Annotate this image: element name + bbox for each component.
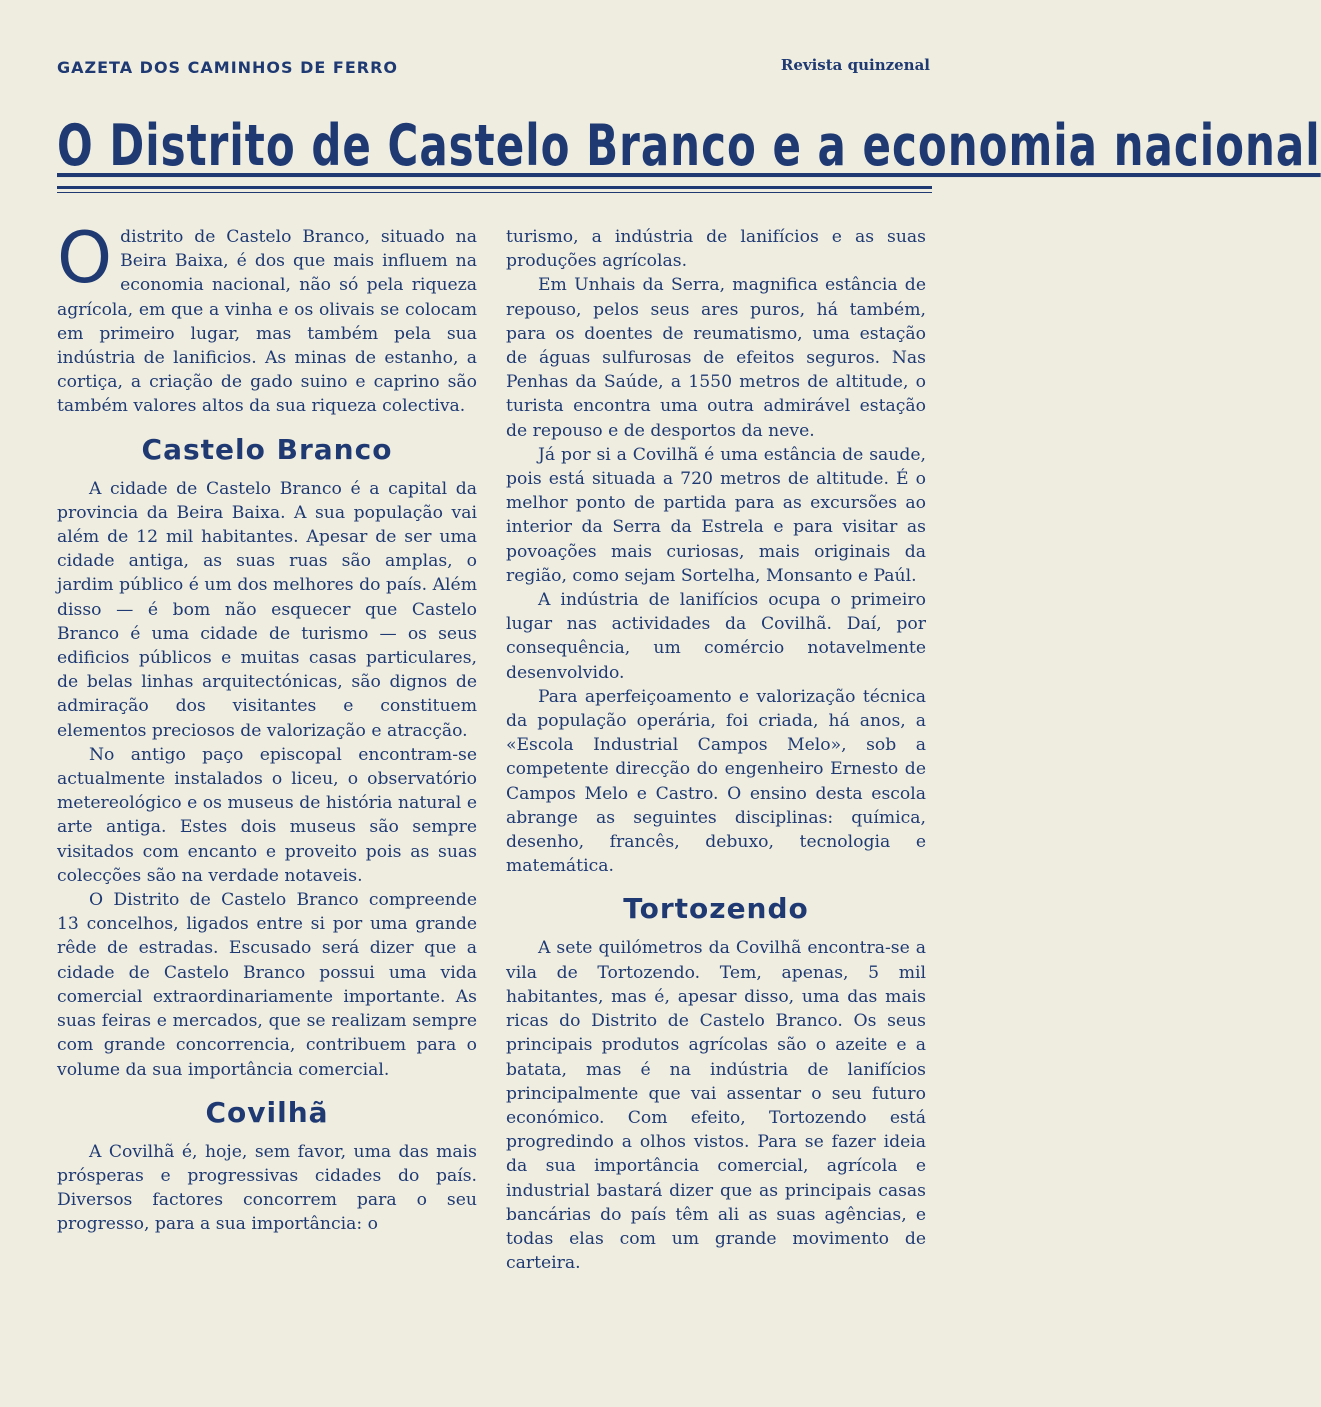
section-heading-covilha: Covilhã — [205, 1095, 329, 1129]
publication-name: GAZETA DOS CAMINHOS DE FERRO — [57, 58, 399, 77]
title-rule-thin — [57, 192, 932, 193]
drop-cap: O — [57, 217, 113, 299]
paragraph: A sete quilómetros da Covilhã encontra-se a vila de Tortozendo. Tem, apenas, 5 mil habitantes, mas é, apesar disso, uma das mais ricas do Distrito de Castelo Branco. Os seus principais produtos agrícolas são o azeite e a batata, mas é na indústria de lanifícios principalmente que vai assentar o seu futuro económico. Com efeito, Tortozendo está progredindo a olhos vistos. Para se fazer ideia da sua importância comercial, agrícola e industrial bastará dizer que as principais casas bancárias do país têm ali as suas agências, e todas elas com um grande movimento de carteira. — [506, 938, 926, 1274]
paragraph: O Distrito de Castelo Branco compreende 13 concelhos, ligados entre si por uma grande rêde de estradas. Escusado será dizer que a cidade de Castelo Branco possui uma vida comercial extraordinariamente importante. As suas feiras e mercados, que se realizam sempre com grande concorrencia, contribuem para o volume da sua importância comercial. — [57, 890, 477, 1080]
paragraph: Em Unhais da Serra, magnifica estância de repouso, pelos seus ares puros, há também, para os doentes de reumatismo, uma estação de águas sulfurosas de efeitos seguros. Nas Penhas da Saúde, a 1550 metros de altitude, o turista encontra uma outra admirável estação de repouso e de desportos da neve. — [506, 275, 926, 441]
paragraph: A Covilhã é, hoje, sem favor, uma das mais prósperas e progressivas cidades do país. Diversos factores concorrem para o seu progresso, para a sua importância: o — [57, 1141, 477, 1235]
column-right — [506, 225, 926, 1275]
intro-paragraph — [57, 217, 477, 419]
column-left — [57, 217, 477, 1237]
paragraph: Já por si a Covilhã é uma estância de saude, pois está situada a 720 metros de altitude. É o melhor ponto de partida para as excursões ao interior da Serra da Estrela e para visitar as povoações mais curiosas, mais originais da região, como sejam Sortelha, Monsanto e Paúl. — [506, 444, 926, 586]
section-heading-castelo-branco: Castelo Branco — [141, 432, 393, 466]
section-heading-tortozendo: Tortozendo — [623, 892, 809, 926]
paragraph: No antigo paço episcopal encontram-se actualmente instalados o liceu, o observatório metereológico e os museus de história natural e arte antiga. Estes dois museus são sempre visitados com encanto e proveito pois as suas colecções são na verdade notaveis. — [57, 744, 477, 886]
article-title: O Distrito de Castelo Branco e a economia nacional — [57, 112, 1321, 179]
title-rule-thick — [57, 186, 932, 189]
paragraph: A indústria de lanifícios ocupa o primeiro lugar nas actividades da Covilhã. Daí, por consequência, um comércio notavelmente desenvolvido. — [506, 590, 926, 683]
intro-text: distrito de Castelo Branco, situado na Beira Baixa, é dos que mais influem na economia nacional, não só pela riqueza agrícola, em que a vinha e os olivais se colocam em primeiro lugar, mas também pela sua indústria de lanificios. As minas de estanho, a cortiça, a criação de gado suino e caprino são também valores altos da sua riqueza colectiva. — [57, 227, 477, 417]
paragraph: Para aperfeiçoamento e valorização técnica da população operária, foi criada, há anos, a «Escola Industrial Campos Melo», sob a competente direcção do engenheiro Ernesto de Campos Melo e Castro. O ensino desta escola abrange as seguintes disciplinas: química, desenho, francês, debuxo, tecnologia e matemática. — [506, 686, 926, 877]
publication-tagline: Revista quinzenal — [780, 56, 930, 74]
paragraph: A cidade de Castelo Branco é a capital da provincia da Beira Baixa. A sua população vai além de 12 mil habitantes. Apesar de ser uma cidade antiga, as suas ruas são amplas, o jardim público é um dos melhores do país. Além disso — é bom não esquecer que Castelo Branco é uma cidade de turismo — os seus edificios públicos e muitas casas particulares, de belas linhas arquitectónicas, são dignos de admiração dos visitantes e constituem elementos preciosos de valorização e atracção. — [57, 478, 477, 741]
paragraph-continued: turismo, a indústria de lanifícios e as suas produções agrícolas. — [506, 227, 926, 272]
